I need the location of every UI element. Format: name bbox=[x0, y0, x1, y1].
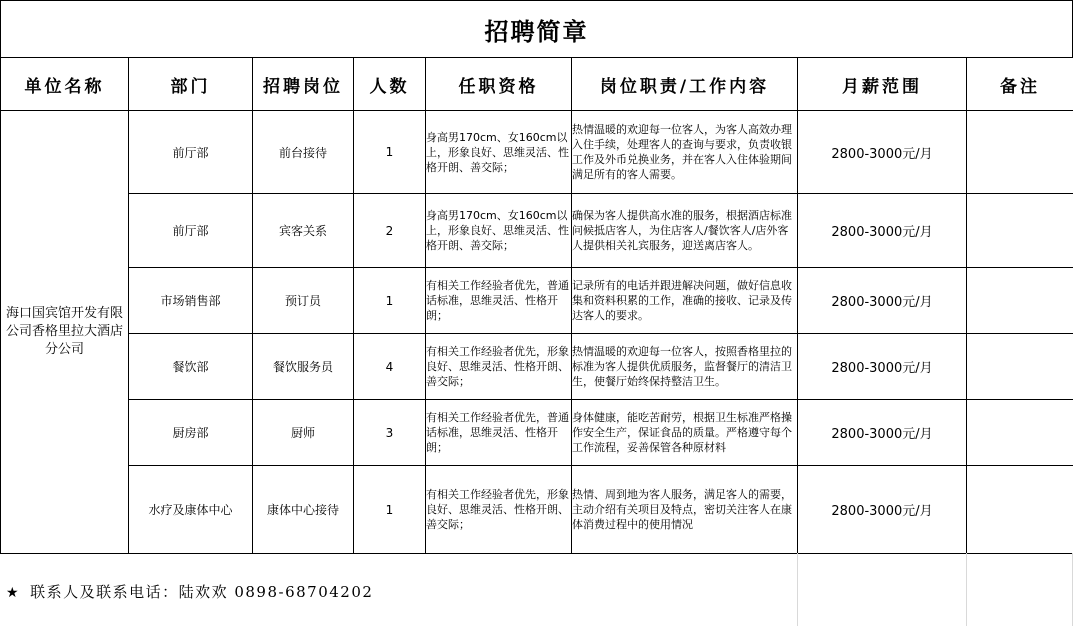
position-cell: 预订员 bbox=[253, 268, 354, 334]
note-cell bbox=[967, 111, 1073, 194]
table-row bbox=[1, 111, 1073, 194]
header-row bbox=[1, 58, 1073, 111]
salary-cell: 2800-3000元/月 bbox=[798, 268, 967, 334]
department-cell: 餐饮部 bbox=[129, 334, 253, 400]
header-count: 人数 bbox=[354, 58, 426, 111]
note-cell bbox=[967, 194, 1073, 268]
duties-cell: 热情温暖的欢迎每一位客人，按照香格里拉的标准为客人提供优质服务，监督餐厅的清洁卫生，使餐厅始终保持整洁卫生。 bbox=[572, 334, 798, 400]
note-cell bbox=[967, 400, 1073, 466]
count-cell: 3 bbox=[354, 400, 426, 466]
salary-cell: 2800-3000元/月 bbox=[798, 194, 967, 268]
department-cell: 水疗及康体中心 bbox=[129, 466, 253, 554]
company-name: 海口国宾馆开发有限公司香格里拉大酒店分公司 bbox=[1, 111, 129, 554]
note-cell bbox=[967, 466, 1073, 554]
duties-cell: 记录所有的电话并跟进解决问题，做好信息收集和资料积累的工作，准确的接收、记录及传达客人的要求。 bbox=[572, 268, 798, 334]
qualification-cell: 有相关工作经验者优先，形象良好、思维灵活、性格开朗、善交际； bbox=[426, 466, 572, 554]
department-cell: 市场销售部 bbox=[129, 268, 253, 334]
count-cell: 2 bbox=[354, 194, 426, 268]
header-department: 部门 bbox=[129, 58, 253, 111]
qualification-cell: 身高男170cm、女160cm以上，形象良好、思维灵活、性格开朗、善交际； bbox=[426, 111, 572, 194]
header-qualification: 任职资格 bbox=[426, 58, 572, 111]
table-row bbox=[1, 334, 1073, 400]
salary-cell: 2800-3000元/月 bbox=[798, 111, 967, 194]
count-cell: 1 bbox=[354, 466, 426, 554]
table-row bbox=[1, 400, 1073, 466]
duties-cell: 热情温暖的欢迎每一位客人，为客人高效办理入住手续，处理客人的查询与要求，负责收银工作及外币兑换业务，并在客人入住体验期间满足所有的客人需要。 bbox=[572, 111, 798, 194]
qualification-cell: 有相关工作经验者优先，普通话标准，思维灵活、性格开朗； bbox=[426, 400, 572, 466]
duties-cell: 确保为客人提供高水准的服务，根据酒店标准问候抵店客人，为住店客人/餐饮客人/店外客人提供相关礼宾服务，迎送离店客人。 bbox=[572, 194, 798, 268]
contact-line bbox=[6, 581, 373, 602]
qualification-cell: 身高男170cm、女160cm以上，形象良好、思维灵活、性格开朗、善交际； bbox=[426, 194, 572, 268]
salary-cell: 2800-3000元/月 bbox=[798, 334, 967, 400]
department-cell: 前厅部 bbox=[129, 194, 253, 268]
qualification-cell: 有相关工作经验者优先，形象良好、思维灵活、性格开朗、善交际； bbox=[426, 334, 572, 400]
duties-cell: 热情、周到地为客人服务，满足客人的需要，主动介绍有关项目及特点，密切关注客人在康体消费过程中的使用情况 bbox=[572, 466, 798, 554]
header-note: 备注 bbox=[967, 58, 1073, 111]
department-cell: 前厅部 bbox=[129, 111, 253, 194]
note-cell bbox=[967, 334, 1073, 400]
header-position: 招聘岗位 bbox=[253, 58, 354, 111]
count-cell: 1 bbox=[354, 268, 426, 334]
contact-footer bbox=[0, 553, 1073, 626]
position-cell: 厨师 bbox=[253, 400, 354, 466]
table-row bbox=[1, 268, 1073, 334]
position-cell: 康体中心接待 bbox=[253, 466, 354, 554]
note-cell bbox=[967, 268, 1073, 334]
department-cell: 厨房部 bbox=[129, 400, 253, 466]
header-company: 单位名称 bbox=[1, 58, 129, 111]
contact-info: 联系人及联系电话：陆欢欢 0898-68704202 bbox=[30, 583, 374, 601]
count-cell: 1 bbox=[354, 111, 426, 194]
qualification-cell: 有相关工作经验者优先，普通话标准，思维灵活、性格开朗； bbox=[426, 268, 572, 334]
duties-cell: 身体健康，能吃苦耐劳，根据卫生标准严格操作安全生产，保证食品的质量。严格遵守每个工作流程，妥善保管各种原材料 bbox=[572, 400, 798, 466]
header-salary: 月薪范围 bbox=[798, 58, 967, 111]
count-cell: 4 bbox=[354, 334, 426, 400]
table-row bbox=[1, 194, 1073, 268]
table-row bbox=[1, 466, 1073, 554]
position-cell: 宾客关系 bbox=[253, 194, 354, 268]
position-cell: 餐饮服务员 bbox=[253, 334, 354, 400]
page-title: 招聘简章 bbox=[0, 0, 1073, 58]
salary-cell: 2800-3000元/月 bbox=[798, 466, 967, 554]
position-cell: 前台接待 bbox=[253, 111, 354, 194]
header-duties: 岗位职责/工作内容 bbox=[572, 58, 798, 111]
salary-cell: 2800-3000元/月 bbox=[798, 400, 967, 466]
star-icon: ★ bbox=[6, 585, 21, 601]
recruitment-table bbox=[0, 57, 1073, 554]
